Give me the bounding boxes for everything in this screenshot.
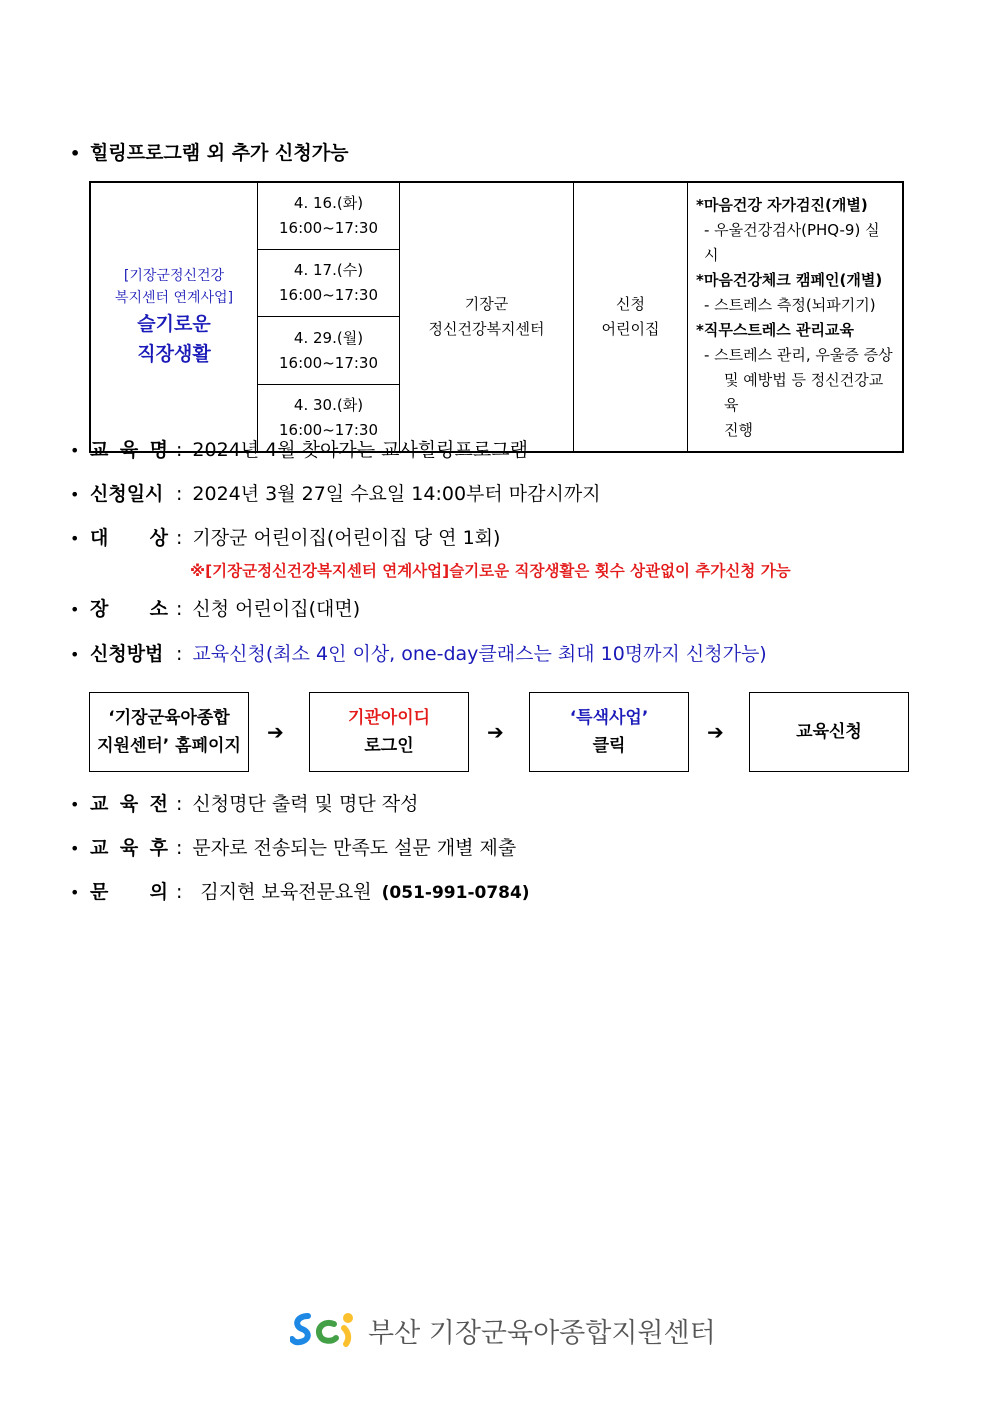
session-time: 16:00~17:30: [278, 353, 379, 372]
bullet-dot: •: [70, 441, 80, 460]
info-row-contact: [70, 880, 530, 905]
program-title-sub-1: [기장군정신건강: [123, 268, 225, 284]
colon: :: [176, 439, 183, 461]
method-label: 신청방법: [90, 643, 164, 665]
red-note: ※[기장군정신건강복지센터 연계사업]슬기로운 직장생활은 횟수 상관없이 추가신청 가능: [190, 562, 791, 580]
info-row-method: [70, 642, 767, 667]
colon: :: [176, 793, 183, 815]
flow-step-special-project: ‘특색사업’ 클릭: [529, 692, 689, 772]
target-line-1: 신청: [616, 295, 645, 313]
footer-org-name: 부산 기장군육아종합지원센터: [368, 1317, 716, 1349]
bullet-dot: •: [70, 600, 80, 619]
bullet-dot: •: [70, 485, 80, 504]
section-heading-text: 힐링프로그램 외 추가 신청가능: [90, 142, 349, 164]
bullet-dot: •: [70, 839, 80, 858]
session-time: 16:00~17:30: [278, 286, 379, 305]
bullet-dot: •: [70, 795, 80, 814]
session-time: 16:00~17:30: [278, 219, 379, 238]
target-line-2: 어린이집: [601, 320, 660, 338]
content-item-3-cont: 및 예방법 등 정신건강교육: [724, 371, 884, 414]
contact-label: 문 의: [90, 881, 168, 903]
session-date: 4. 16.(화): [293, 194, 364, 213]
place-value: 신청 어린이집(대면): [192, 598, 361, 620]
bullet-dot: •: [70, 529, 80, 548]
colon: :: [176, 483, 183, 505]
content-cell: [688, 182, 904, 452]
session-date: 4. 29.(월): [293, 328, 364, 347]
session-cell: [258, 317, 400, 384]
flow-step-homepage: ‘기장군육아종합 지원센터’ 홈페이지: [89, 692, 249, 772]
org-line-2: 정신건강복지센터: [428, 320, 545, 338]
edu-name-value: 2024년 4월 찾아가는 교사힐링프로그램: [192, 439, 528, 461]
after-value: 문자로 전송되는 만족도 설문 개별 제출: [192, 837, 517, 859]
info-row-after: [70, 836, 516, 861]
edu-name-label: 교 육 명: [90, 439, 168, 461]
info-row-apply-date: [70, 482, 601, 507]
program-title-main-2: 직장생활: [137, 343, 211, 365]
session-cell: [258, 250, 400, 317]
target-cell: [574, 182, 688, 452]
info-row-place: [70, 597, 360, 622]
content-heading-2: *마음건강체크 캠페인(개별): [696, 271, 883, 289]
program-table: [89, 181, 904, 453]
before-value: 신청명단 출력 및 명단 작성: [192, 793, 419, 815]
center-logo-icon: [290, 1308, 360, 1352]
org-cell: [400, 182, 574, 452]
session-time: 16:00~17:30: [278, 420, 379, 439]
footer-logo: [290, 1308, 716, 1352]
flow-step-login: 기관아이디 로그인: [309, 692, 469, 772]
content-item-2: - 스트레스 측정(뇌파기기): [704, 296, 876, 314]
flow-arrow-icon: ➔: [707, 720, 724, 744]
program-title-sub-2: 복지센터 연계사업]: [114, 290, 234, 306]
content-item-3: - 스트레스 관리, 우울증 증상: [704, 346, 893, 364]
contact-phone: (051-991-0784): [381, 883, 530, 903]
colon: :: [176, 527, 183, 549]
section-heading: [70, 138, 348, 165]
apply-date-value: 2024년 3월 27일 수요일 14:00부터 마감시까지: [192, 483, 601, 505]
colon: :: [176, 881, 183, 903]
colon: :: [176, 837, 183, 859]
flow-arrow-icon: ➔: [487, 720, 504, 744]
info-row-target: [70, 526, 500, 551]
place-label: 장 소: [90, 598, 168, 620]
session-date: 4. 17.(수): [293, 261, 364, 280]
contact-name: 김지현 보육전문요원: [200, 881, 372, 903]
program-title-cell: [90, 182, 258, 452]
bullet-dot: •: [70, 144, 81, 163]
bullet-dot: •: [70, 645, 80, 664]
apply-date-label: 신청일시: [90, 483, 164, 505]
target-value: 기장군 어린이집(어린이집 당 연 1회): [192, 527, 501, 549]
info-row-before: [70, 792, 418, 817]
before-label: 교 육 전: [90, 793, 168, 815]
colon: :: [176, 598, 183, 620]
apply-flow: [89, 692, 905, 772]
colon: :: [176, 643, 183, 665]
org-line-1: 기장군: [464, 295, 509, 313]
session-cell: [258, 182, 400, 250]
content-heading-1: *마음건강 자가검진(개별): [696, 196, 868, 214]
target-label: 대 상: [90, 527, 168, 549]
method-value: 교육신청(최소 4인 이상, one-day클래스는 최대 10명까지 신청가능): [192, 643, 767, 665]
content-item-1: - 우울건강검사(PHQ-9) 실시: [704, 221, 880, 264]
session-date: 4. 30.(화): [293, 395, 364, 414]
bullet-dot: •: [70, 883, 80, 902]
content-item-3-cont2: 진행: [724, 421, 753, 439]
flow-arrow-icon: ➔: [267, 720, 284, 744]
after-label: 교 육 후: [90, 837, 168, 859]
info-row-edu-name: [70, 438, 528, 463]
program-title-main-1: 슬기로운: [137, 313, 211, 335]
flow-step-edu-apply: 교육신청: [749, 692, 909, 772]
content-heading-3: *직무스트레스 관리교육: [696, 321, 854, 339]
